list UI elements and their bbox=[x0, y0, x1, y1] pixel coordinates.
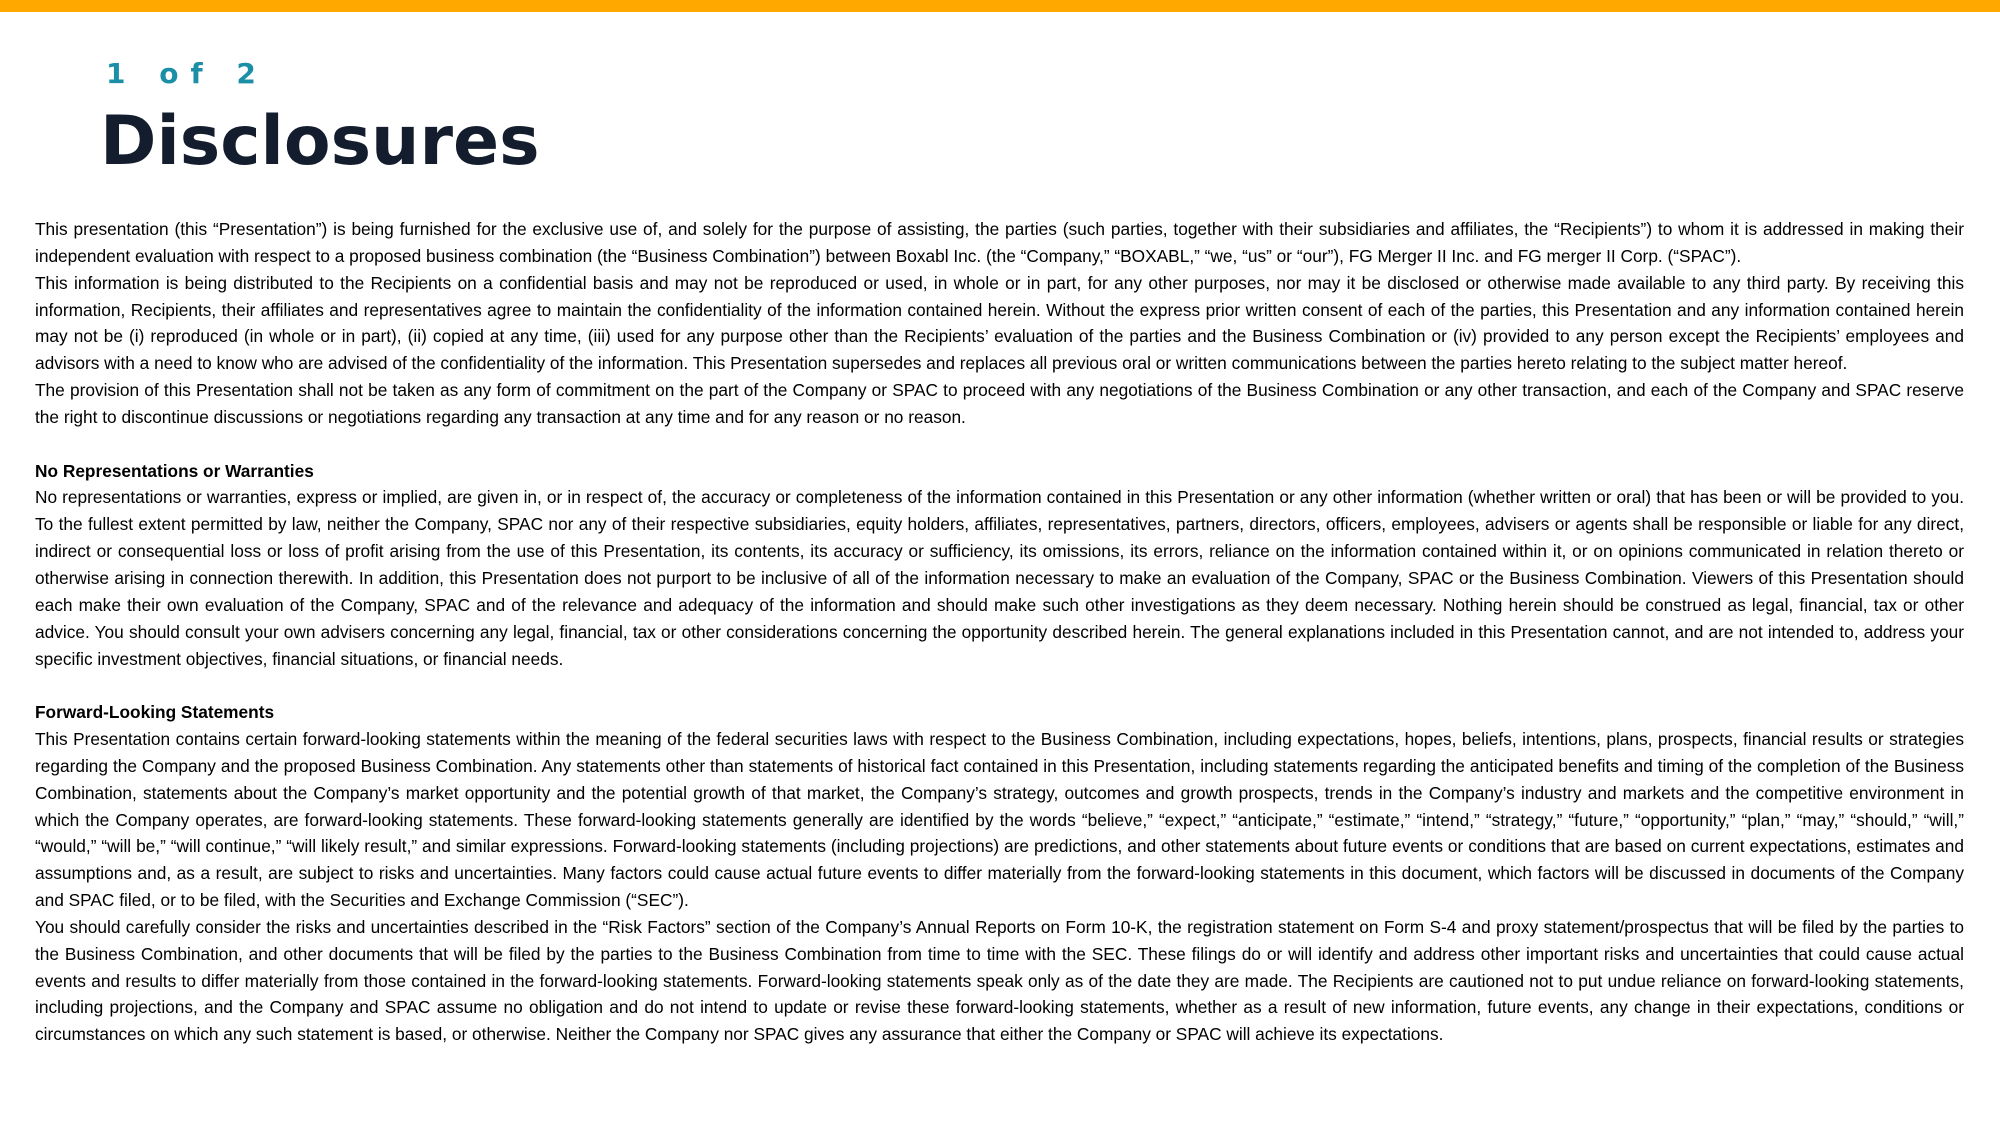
no-representations-paragraph: No representations or warranties, express or implied, are given in, or in respect of, the accuracy or completeness of the information contained in this Presentation or any other information (whether written or oral) that has been or will be provided to you. To the fullest extent permitted by law, neither the Company, SPAC nor any of their respective subsidiaries, equity holders, affiliates, representatives, partners, directors, officers, employees, advisers or agents shall be responsible or liable for any direct, indirect or consequential loss or loss of profit arising from the use of this Presentation, its contents, its accuracy or sufficiency, its omissions, its errors, reliance on the information contained within it, or on opinions communicated in relation thereto or otherwise arising in connection therewith. In addition, this Presentation does not purport to be inclusive of all of the information necessary to make an evaluation of the Company, SPAC or the Business Combination. Viewers of this Presentation should each make their own evaluation of the Company, SPAC and of the relevance and adequacy of the information and should make such other investigations as they deem necessary. Nothing herein should be construed as legal, financial, tax or other advice. You should consult your own advisers concerning any legal, financial, tax or other considerations concerning the opportunity described herein. The general explanations included in this Presentation cannot, and are not intended to, address your specific investment objectives, financial situations, or financial needs. bbox=[35, 487, 1964, 669]
page-title: Disclosures bbox=[100, 102, 540, 181]
forward-looking-heading: Forward-Looking Statements bbox=[35, 702, 275, 723]
intro-paragraph-3: The provision of this Presentation shall not be taken as any form of commitment on the part of the Company or SPAC to proceed with any negotiations of the Business Combination or any other transaction, and each of the Company and SPAC reserve the right to discontinue discussions or negotiations regarding any transaction at any time and for any reason or no reason. bbox=[35, 380, 1964, 427]
top-accent-bar bbox=[0, 0, 2000, 12]
intro-paragraph-1: This presentation (this “Presentation”) is being furnished for the exclusive use of, and solely for the purpose of assisting, the parties (such parties, together with their subsidiaries and affiliates, the “Recipients”) to whom it is addressed in making their independent evaluation with respect to a proposed business combination (the “Business Combination”) between Boxabl Inc. (the “Company,” “BOXABL,” “we, “us” or “our”), FG Merger II Inc. and FG merger II Corp. (“SPAC”). bbox=[35, 219, 1964, 266]
disclosure-body bbox=[35, 216, 1964, 1048]
page-counter: 1 of 2 bbox=[106, 57, 268, 90]
no-representations-heading: No Representations or Warranties bbox=[35, 460, 314, 481]
forward-looking-paragraph-2: You should carefully consider the risks and uncertainties described in the “Risk Factors” section of the Company’s Annual Reports on Form 10-K, the registration statement on Form S-4 and proxy statement/prospectus that will be filed by the parties to the Business Combination, and other documents that will be filed by the parties to the Business Combination from time to time with the SEC. These filings do or will identify and address other important risks and uncertainties that could cause actual events and results to differ materially from those contained in the forward-looking statements. Forward-looking statements speak only as of the date they are made. The Recipients are cautioned not to put undue reliance on forward-looking statements, including projections, and the Company and SPAC assume no obligation and do not intend to update or revise these forward-looking statements, whether as a result of new information, future events, any change in their expectations, conditions or circumstances on which any such statement is based, or otherwise. Neither the Company nor SPAC gives any assurance that either the Company or SPAC will achieve its expectations. bbox=[35, 916, 1964, 1045]
forward-looking-paragraph-1: This Presentation contains certain forward-looking statements within the meaning of the federal securities laws with respect to the Business Combination, including expectations, hopes, beliefs, intentions, plans, prospects, financial results or strategies regarding the Company and the proposed Business Combination. Any statements other than statements of historical fact contained in this Presentation, including statements regarding the anticipated benefits and timing of the completion of the Business Combination, statements about the Company’s market opportunity and the potential growth of that market, the Company’s strategy, outcomes and growth prospects, trends in the Company’s industry and markets and the competitive environment in which the Company operates, are forward-looking statements. These forward-looking statements generally are identified by the words “believe,” “expect,” “anticipate,” “estimate,” “intend,” “strategy,” “future,” “opportunity,” “plan,” “may,” “should,” “will,” “would,” “will be,” “will continue,” “will likely result,” and similar expressions. Forward-looking statements (including projections) are predictions, and other statements about future events or conditions that are based on current expectations, estimates and assumptions and, as a result, are subject to risks and uncertainties. Many factors could cause actual future events to differ materially from the forward-looking statements in this document, which factors will be discussed in documents of the Company and SPAC filed, or to be filed, with the Securities and Exchange Commission (“SEC”). bbox=[35, 729, 1964, 911]
intro-paragraph-2: This information is being distributed to the Recipients on a confidential basis and may not be reproduced or used, in whole or in part, for any other purposes, nor may it be disclosed or otherwise made available to any third party. By receiving this information, Recipients, their affiliates and representatives agree to maintain the confidentiality of the information contained herein. Without the express prior written consent of each of the parties, this Presentation and any information contained herein may not be (i) reproduced (in whole or in part), (ii) copied at any time, (iii) used for any purpose other than the Recipients’ evaluation of the parties and the Business Combination or (iv) provided to any person except the Recipients’ employees and advisors with a need to know who are advised of the confidentiality of the information. This Presentation supersedes and replaces all previous oral or written communications between the parties hereto relating to the subject matter hereof. bbox=[35, 272, 1964, 374]
